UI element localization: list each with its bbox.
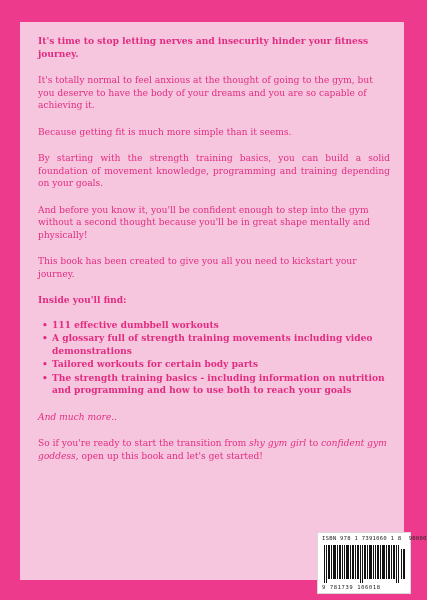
isbn-digits: 9 781739 106018 bbox=[322, 585, 381, 591]
list-item: • Tailored workouts for certain body parts bbox=[42, 359, 390, 372]
and-more-line: And much more.. bbox=[38, 412, 118, 423]
inside-heading: Inside you'll find: bbox=[38, 295, 127, 306]
closing-paragraph bbox=[38, 438, 390, 463]
paragraph-kickstart: This book has been created to give you all you need to kickstart your journey. bbox=[38, 257, 357, 280]
closing-italic-goddess: confident gym goddess bbox=[38, 439, 387, 462]
paragraph-simple: Because getting fit is much more simple than it seems. bbox=[38, 127, 292, 138]
list-item: • 111 effective dumbbell workouts bbox=[42, 320, 390, 333]
back-cover-panel bbox=[20, 22, 427, 591]
list-item: • A glossary full of strength training movements including video demonstrations bbox=[42, 333, 390, 358]
closing-mid: to bbox=[306, 439, 322, 449]
price-code: 90000 bbox=[408, 536, 427, 542]
paragraph-basics: By starting with the strength training basics, you can build a solid foundation of movement knowledge, programming and training depending on your goals. bbox=[38, 154, 390, 189]
paragraph-anxious: It's totally normal to feel anxious at the thought of going to the gym, but you deserve to have the body of your dreams and you are so capable of achieving it. bbox=[38, 76, 373, 111]
closing-post: , open up this book and let's get started! bbox=[75, 451, 263, 462]
isbn-label: ISBN 978 1 7391060 1 8 90000 bbox=[322, 536, 427, 542]
lead-line: It's time to stop letting nerves and insecurity hinder your fitness journey. bbox=[38, 36, 369, 60]
paragraph-confident: And before you know it, you'll be confident enough to step into the gym without a second thought because you'll be in great shape mentally and physically! bbox=[38, 205, 371, 241]
blurb-text bbox=[38, 36, 390, 477]
closing-italic-shy: shy gym girl bbox=[249, 439, 307, 449]
closing-pre: So if you're ready to start the transition from bbox=[38, 439, 250, 449]
contents-list bbox=[38, 320, 390, 398]
isbn-barcode bbox=[317, 532, 427, 594]
list-item: • The strength training basics - including information on nutrition and programming and how to use both to reach your goals bbox=[42, 373, 390, 398]
barcode-bars bbox=[324, 545, 406, 583]
